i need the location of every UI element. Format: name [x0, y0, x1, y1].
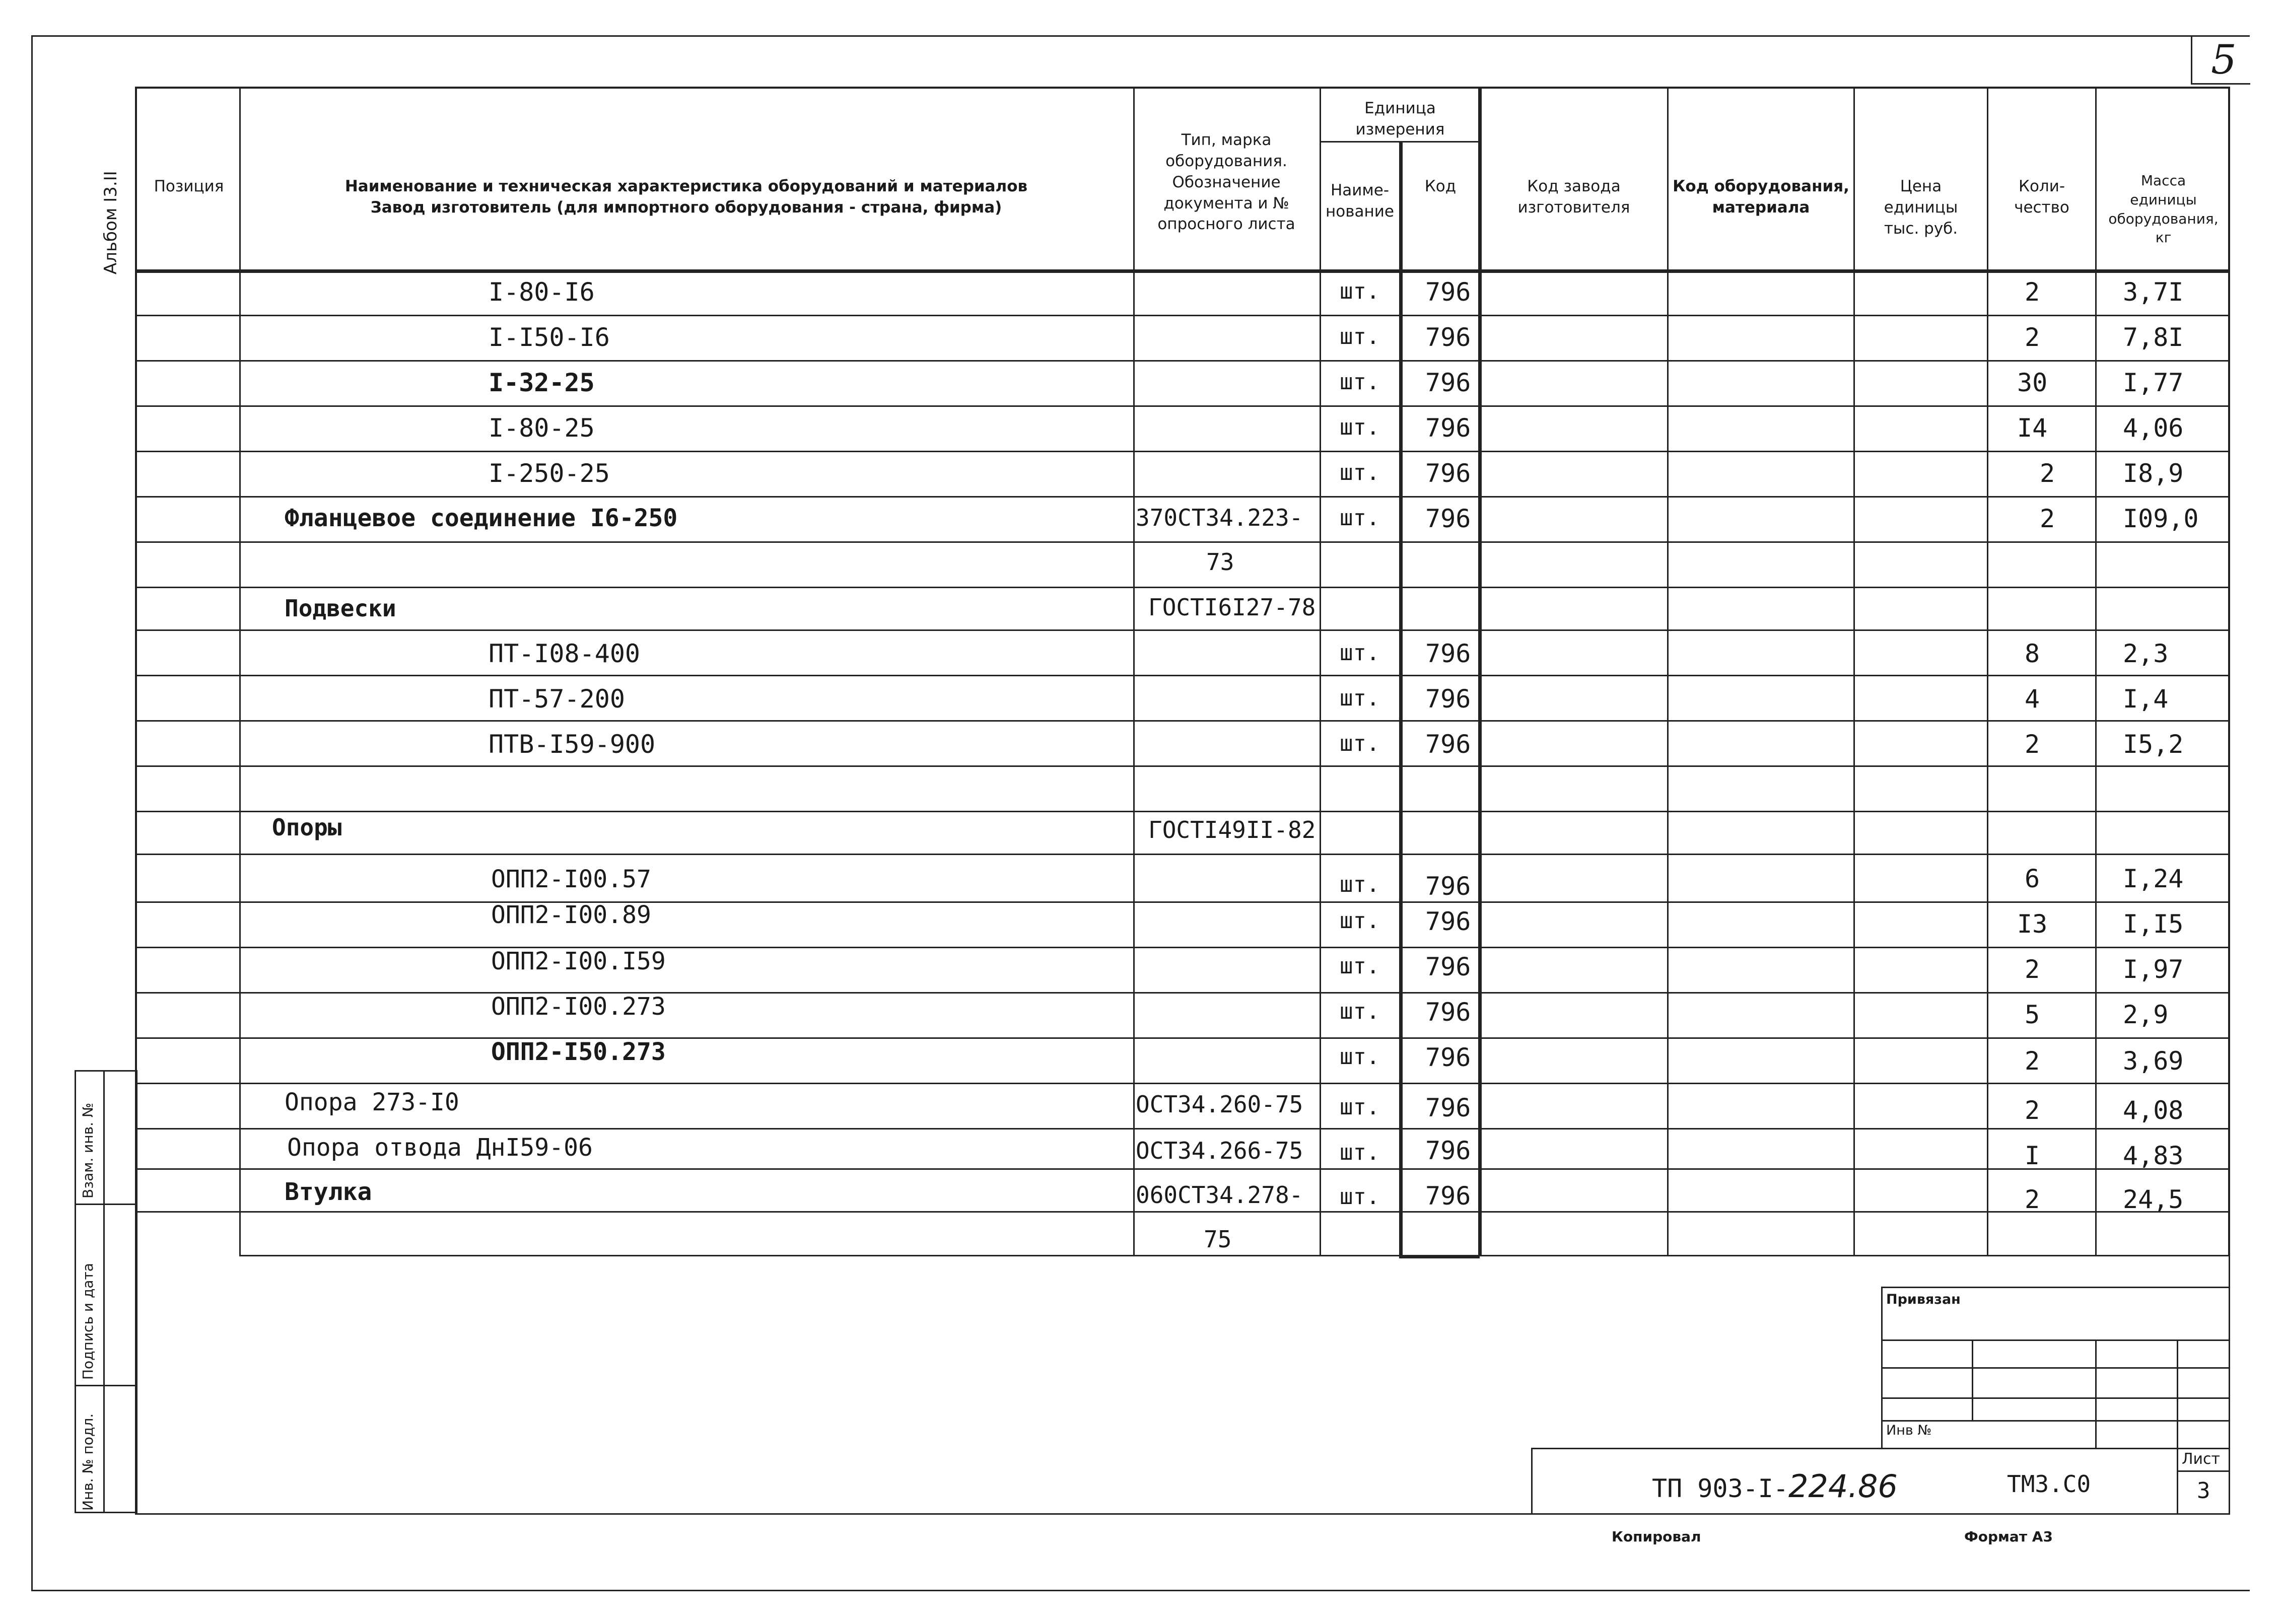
header-equipment-code: Код оборудования, материала	[1673, 177, 1849, 217]
cell-qty: 2	[2040, 459, 2055, 488]
side-stamp-inv-original: Инв. № подл.	[80, 1413, 96, 1511]
header-unit-name: Наиме- нование	[1326, 181, 1394, 221]
spec-table-frame	[135, 87, 2230, 1255]
cell-code: 796	[1425, 907, 1471, 936]
header-divider	[135, 269, 2230, 273]
cell-doc: 060СТ34.278-	[1136, 1181, 1303, 1209]
cell-doc: ГОСТI49II-82	[1148, 816, 1316, 843]
cell-mass: I,I5	[2123, 909, 2184, 939]
cell-unit: шт.	[1340, 872, 1380, 897]
cell-name: ОПП2-I00.57	[491, 865, 651, 893]
cell-unit: шт.	[1340, 1140, 1380, 1165]
col-line	[1987, 87, 1988, 1255]
cell-qty: 30	[2017, 368, 2048, 397]
header-unit: Единица измерения	[1355, 99, 1445, 138]
unit-subheader-line	[1320, 141, 1478, 143]
header-position: Позиция	[154, 177, 224, 195]
cell-qty: 4	[2025, 684, 2040, 714]
cell-unit: шт.	[1340, 999, 1380, 1024]
cell-name: Опора отвода ДнI59-06	[287, 1134, 593, 1162]
cell-unit: шт.	[1340, 324, 1380, 349]
cell-unit: шт.	[1340, 278, 1380, 304]
cell-code: 796	[1425, 998, 1471, 1027]
cell-qty: 2	[2025, 277, 2040, 307]
cell-code: 796	[1425, 684, 1471, 714]
cell-mass: 4,83	[2123, 1141, 2184, 1170]
cell-mass: 4,08	[2123, 1096, 2184, 1125]
cell-mass: I5,2	[2123, 730, 2184, 759]
cell-unit: шт.	[1340, 460, 1380, 485]
cell-name: I-80-25	[489, 413, 595, 443]
designation-handwritten: 224.86	[1788, 1468, 1898, 1505]
header-name-line1: Наименование и техническая характеристика оборудований и материалов	[344, 177, 1028, 195]
col-line	[1667, 87, 1669, 1255]
header-factory-code: Код завода изготовителя	[1517, 177, 1630, 217]
cell-qty: 8	[2025, 639, 2040, 668]
header-price: Цена единицы тыс. руб.	[1884, 177, 1958, 238]
header-mass: Масса единицы оборудования, кг	[2108, 172, 2219, 246]
title-sheet-divider	[2177, 1448, 2178, 1513]
cell-mass: I,4	[2123, 684, 2169, 714]
cell-name: I-250-25	[489, 459, 610, 488]
binding-col	[2095, 1339, 2097, 1448]
cell-qty: 2	[2040, 504, 2055, 533]
cell-name: Фланцевое соединение I6-250	[285, 504, 678, 532]
cell-code: 796	[1425, 413, 1471, 443]
cell-qty: 6	[2025, 864, 2040, 893]
cell-qty: 2	[2025, 1185, 2040, 1214]
cell-code: 796	[1425, 459, 1471, 488]
cell-unit: шт.	[1340, 731, 1380, 756]
cell-name: ПТ-57-200	[489, 684, 625, 714]
document-designation: ТП 903-I-224.86	[1652, 1468, 1898, 1505]
col-line	[1133, 87, 1135, 1255]
cell-mass: I09,0	[2123, 504, 2199, 533]
sheet-label: Лист	[2182, 1450, 2221, 1468]
cell-name: I-I50-I6	[489, 323, 610, 352]
cell-unit: шт.	[1340, 953, 1380, 979]
col-line	[239, 87, 241, 1255]
cell-unit: шт.	[1340, 414, 1380, 440]
side-stamp-sign-date: Подпись и дата	[80, 1263, 96, 1380]
cell-qty: 2	[2025, 323, 2040, 352]
cell-mass: I8,9	[2123, 459, 2184, 488]
cell-code: 796	[1425, 277, 1471, 307]
cell-unit: шт.	[1340, 1044, 1380, 1070]
cell-code: 796	[1425, 639, 1471, 668]
header-unit-code: Код	[1424, 177, 1457, 195]
cell-name: Опора 273-I0	[285, 1088, 459, 1116]
cell-qty: 2	[2025, 730, 2040, 759]
cell-mass: I,77	[2123, 368, 2184, 397]
footer-copied: Копировал	[1612, 1528, 1701, 1545]
cell-unit: шт.	[1340, 369, 1380, 395]
cell-qty: 2	[2025, 955, 2040, 984]
cell-name: Опоры	[272, 814, 342, 841]
cell-unit: шт.	[1340, 1094, 1380, 1120]
cell-unit: шт.	[1340, 908, 1380, 934]
col-line	[1853, 87, 1855, 1255]
cell-code: 796	[1425, 730, 1471, 759]
cell-mass: 2,9	[2123, 1000, 2169, 1029]
binding-col	[2177, 1339, 2178, 1448]
cell-name: ОПП2-I00.89	[491, 901, 651, 929]
cell-qty: 5	[2025, 1000, 2040, 1029]
side-stamp-row-line	[75, 1204, 137, 1205]
inv-number-label: Инв №	[1886, 1423, 1932, 1438]
document-code: ТМ3.С0	[2007, 1470, 2091, 1498]
cell-qty: I4	[2017, 413, 2048, 443]
cell-code: 796	[1425, 1043, 1471, 1072]
col-line	[1320, 87, 1321, 1255]
cell-name: I-32-25	[489, 368, 595, 397]
cell-unit: шт.	[1340, 685, 1380, 711]
cell-name: ОПП2-I00.I59	[491, 947, 666, 975]
cell-qty: I3	[2017, 909, 2048, 939]
cell-mass: 3,69	[2123, 1046, 2184, 1076]
col-line	[2095, 87, 2097, 1255]
cell-code: 796	[1425, 323, 1471, 352]
corner-sheet-number: 5	[2211, 36, 2237, 83]
cell-unit: шт.	[1340, 505, 1380, 531]
header-type: Тип, марка оборудования. Обозначение документа и № опросного листа	[1157, 131, 1295, 234]
cell-mass: I,97	[2123, 955, 2184, 984]
cell-mass: 7,8I	[2123, 323, 2184, 352]
title-sheet-line	[2177, 1470, 2230, 1472]
cell-code: 796	[1425, 1093, 1471, 1122]
cell-name: ПТ-I08-400	[489, 639, 641, 668]
cell-doc: ОСТ34.266-75	[1136, 1137, 1303, 1164]
album-label: Альбом I3.II	[101, 171, 121, 274]
col-line	[1399, 141, 1403, 1255]
cell-name: ОПП2-I00.273	[491, 993, 666, 1021]
cell-code: 796	[1425, 1181, 1471, 1211]
cell-mass: 24,5	[2123, 1185, 2184, 1214]
cell-code: 796	[1425, 368, 1471, 397]
cell-code: 796	[1425, 872, 1471, 901]
cell-name: I-80-I6	[489, 277, 595, 307]
main-left-border	[135, 1255, 136, 1513]
cell-name: Подвески	[285, 595, 396, 622]
main-bottom-border	[135, 1513, 2230, 1515]
cell-code: 796	[1425, 504, 1471, 533]
cell-unit: шт.	[1340, 640, 1380, 666]
cell-mass: 2,3	[2123, 639, 2169, 668]
cell-mass: I,24	[2123, 864, 2184, 893]
cell-mass: 4,06	[2123, 413, 2184, 443]
cell-code: 796	[1425, 1136, 1471, 1165]
cell-name: Втулка	[285, 1178, 372, 1206]
cell-unit: шт.	[1340, 1184, 1380, 1210]
cell-code: 796	[1425, 952, 1471, 981]
binding-col	[1972, 1339, 1973, 1420]
cell-doc: 75	[1204, 1226, 1232, 1253]
col-line	[1478, 87, 1482, 1255]
cell-doc: 73	[1206, 548, 1234, 576]
cell-qty: I	[2025, 1141, 2040, 1170]
side-stamp-divider	[103, 1070, 105, 1513]
cell-doc: 370СТ34.223-	[1136, 504, 1303, 531]
sheet-number: 3	[2197, 1478, 2210, 1504]
header-quantity: Коли- чество	[2014, 177, 2069, 217]
cell-mass: 3,7I	[2123, 277, 2184, 307]
side-stamp-inv-replaced: Взам. инв. №	[80, 1102, 96, 1198]
cell-name: ПТВ-I59-900	[489, 730, 656, 759]
cell-qty: 2	[2025, 1096, 2040, 1125]
side-stamp-row-line	[75, 1385, 137, 1386]
cell-doc: ОСТ34.260-75	[1136, 1091, 1303, 1118]
footer-format: Формат А3	[1964, 1528, 2053, 1545]
cell-qty: 2	[2025, 1046, 2040, 1076]
cell-name: ОПП2-I50.273	[491, 1038, 666, 1066]
header-name-line2: Завод изготовитель (для импортного оборудования - страна, фирма)	[370, 198, 1002, 217]
cell-doc: ГОСТI6I27-78	[1148, 594, 1316, 621]
binding-label: Привязан	[1886, 1292, 1961, 1307]
